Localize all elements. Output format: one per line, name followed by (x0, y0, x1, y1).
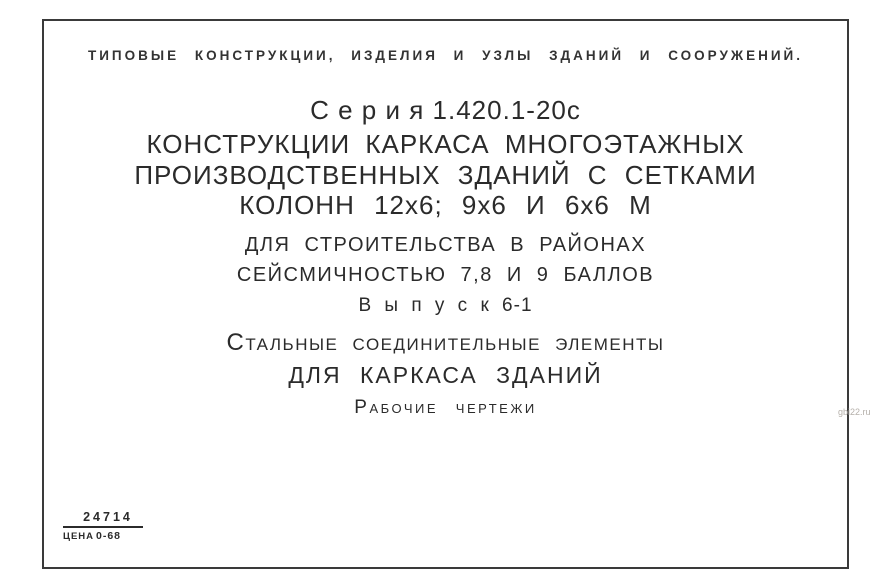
title-line-3: КОЛОНН 12х6; 9х6 И 6х6 М (239, 190, 652, 220)
watermark: gbi22.ru (838, 407, 871, 417)
title-line-2: ПРОИЗВОДСТВЕННЫХ ЗДАНИЙ С СЕТКАМИ (134, 160, 757, 190)
stamp-price-value: 0-68 (96, 530, 122, 542)
stamp-price-label: ЦЕНА (63, 531, 94, 542)
stamp-price (63, 528, 143, 542)
section-title-line-2: ДЛЯ КАРКАСА ЗДАНИЙ (288, 362, 603, 388)
stamp-number: 24714 (63, 510, 143, 528)
document-header: ТИПОВЫЕ КОНСТРУКЦИИ, ИЗДЕЛИЯ И УЗЛЫ ЗДАНИЙ И СООРУЖЕНИЙ. (87, 48, 804, 63)
issue-number: В ы п у с к 6-1 (358, 295, 533, 316)
subtitle-line-1: ДЛЯ СТРОИТЕЛЬСТВА В РАЙОНАХ (244, 234, 647, 256)
series-number: С е р и я 1.420.1-20с (310, 95, 581, 125)
title-line-1: КОНСТРУКЦИИ КАРКАСА МНОГОЭТАЖНЫХ (146, 129, 745, 159)
price-stamp (63, 510, 143, 542)
section-title-line-3: Рабочие чертежи (354, 397, 537, 418)
section-title-line-1: Стальные соединительные элементы (226, 329, 665, 356)
subtitle-line-2: СЕЙСМИЧНОСТЬЮ 7,8 И 9 БАЛЛОВ (236, 264, 655, 286)
